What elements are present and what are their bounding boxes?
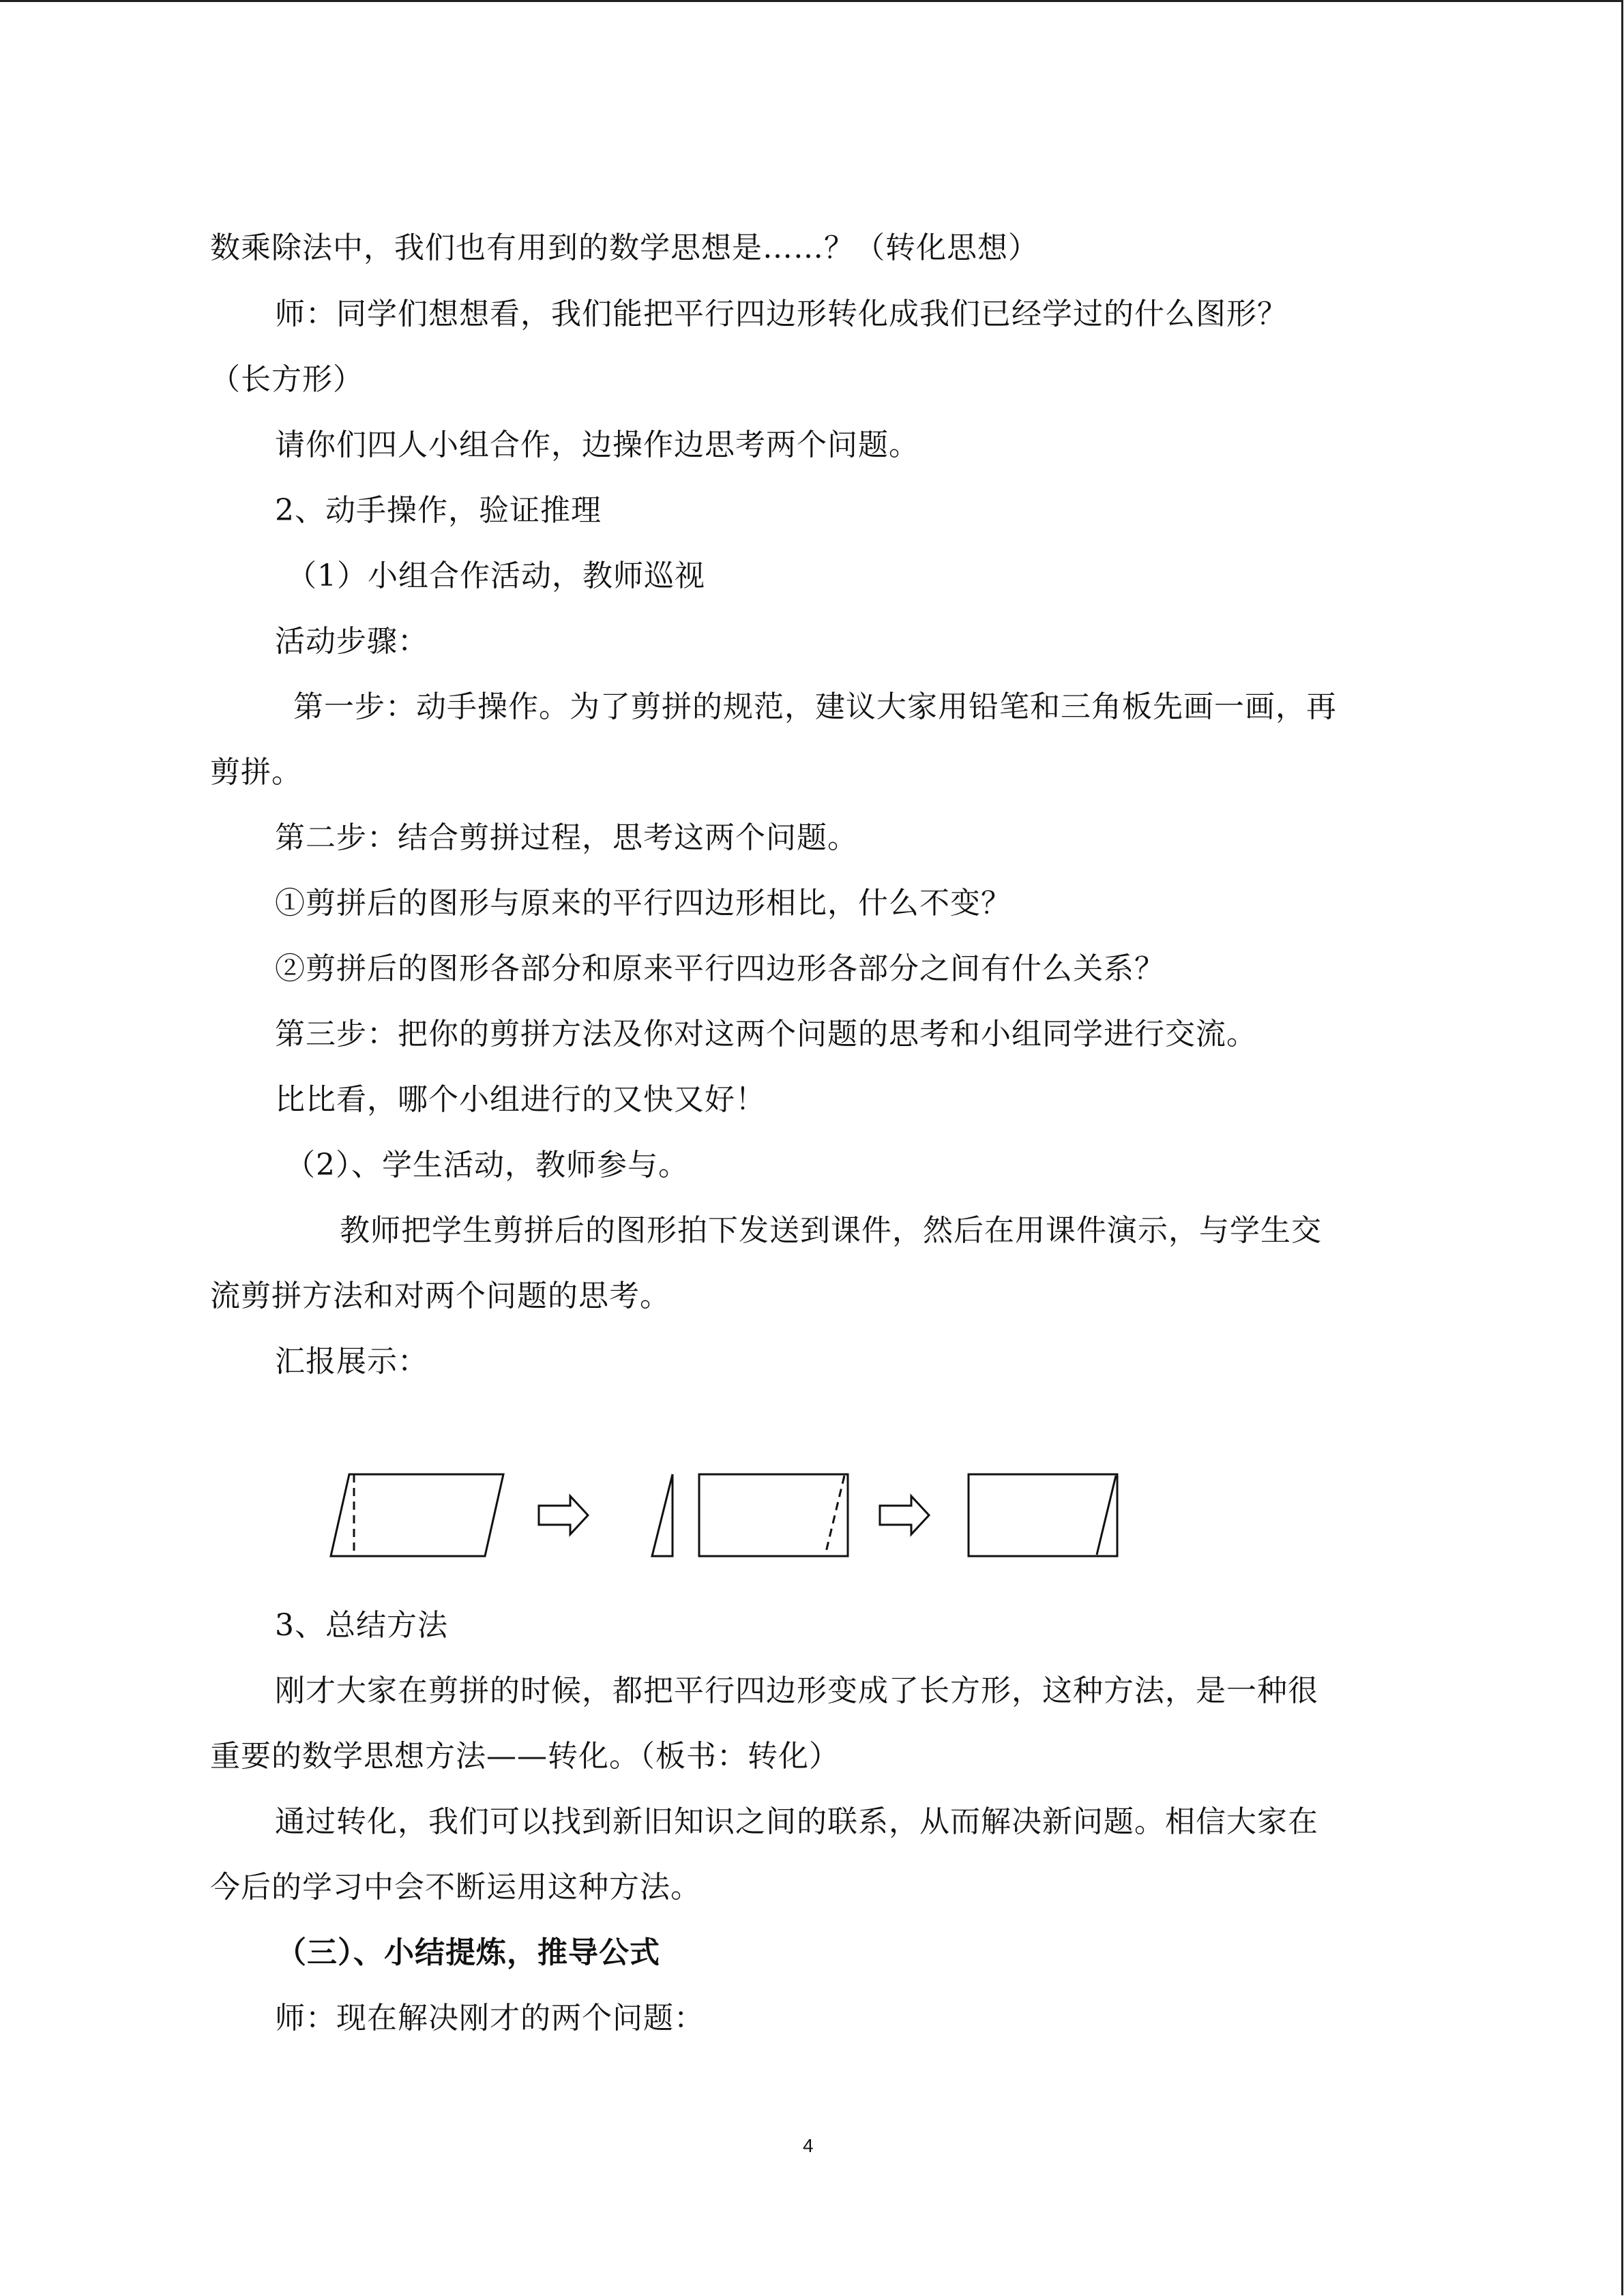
section-heading-3: 3、总结方法	[275, 1608, 448, 1643]
text-line-18: 汇报展示：	[275, 1344, 428, 1379]
shifted-piece-figure	[699, 1474, 848, 1556]
right-arrow-icon	[880, 1496, 929, 1534]
text-line-2: 师：同学们想想看，我们能把平行四边形转化成我们已经学过的什么图形？	[275, 297, 1288, 331]
text-line-23: 今后的学习中会不断运用这种方法。	[210, 1870, 701, 1905]
text-line-1: 数乘除法中，我们也有用到的数学思想是……？（转化思想）	[210, 230, 1039, 265]
text-line-4: 请你们四人小组合作，边操作边思考两个问题。	[275, 428, 919, 462]
right-arrow-icon	[539, 1496, 588, 1534]
text-line-25: 师：现在解决刚才的两个问题：	[275, 2001, 705, 2036]
parallelogram-to-rectangle-diagram	[314, 1452, 1139, 1562]
text-line-11: ①剪拼后的图形与原来的平行四边形相比，什么不变？	[275, 886, 1012, 921]
text-line-20: 刚才大家在剪拼的时候，都把平行四边形变成了长方形，这种方法，是一种很	[275, 1673, 1318, 1708]
section-heading-2: 2、动手操作，验证推理	[275, 493, 602, 528]
text-line-3: （长方形）	[210, 362, 364, 397]
section-heading-bold: （三）、小结提炼，推导公式	[276, 1935, 660, 1970]
text-line-6: （1）小组合作活动，教师巡视	[286, 558, 705, 593]
cut-triangle-figure	[652, 1474, 673, 1556]
text-line-21: 重要的数学思想方法——转化。（板书：转化）	[210, 1739, 840, 1774]
text-line-9: 剪拼。	[210, 755, 302, 790]
text-line-16: 教师把学生剪拼后的图形拍下发送到课件，然后在用课件演示，与学生交	[340, 1213, 1322, 1248]
page-number: 4	[803, 2135, 814, 2156]
text-line-12: ②剪拼后的图形各部分和原来平行四边形各部分之间有什么关系？	[275, 951, 1165, 986]
text-line-15: （2）、学生活动，教师参与。	[285, 1148, 689, 1182]
text-line-8: 第一步：动手操作。为了剪拼的规范，建议大家用铅笔和三角板先画一画，再	[293, 689, 1337, 724]
text-line-14: 比比看，哪个小组进行的又快又好！	[275, 1082, 766, 1117]
parallelogram-figure	[331, 1474, 503, 1556]
rectangle-figure	[969, 1474, 1117, 1556]
text-line-22: 通过转化，我们可以找到新旧知识之间的联系，从而解决新问题。相信大家在	[275, 1804, 1318, 1839]
text-line-7: 活动步骤：	[275, 624, 428, 659]
text-line-10: 第二步：结合剪拼过程，思考这两个问题。	[275, 820, 858, 855]
text-line-17: 流剪拼方法和对两个问题的思考。	[210, 1279, 670, 1313]
text-line-13: 第三步：把你的剪拼方法及你对这两个问题的思考和小组同学进行交流。	[275, 1017, 1257, 1052]
